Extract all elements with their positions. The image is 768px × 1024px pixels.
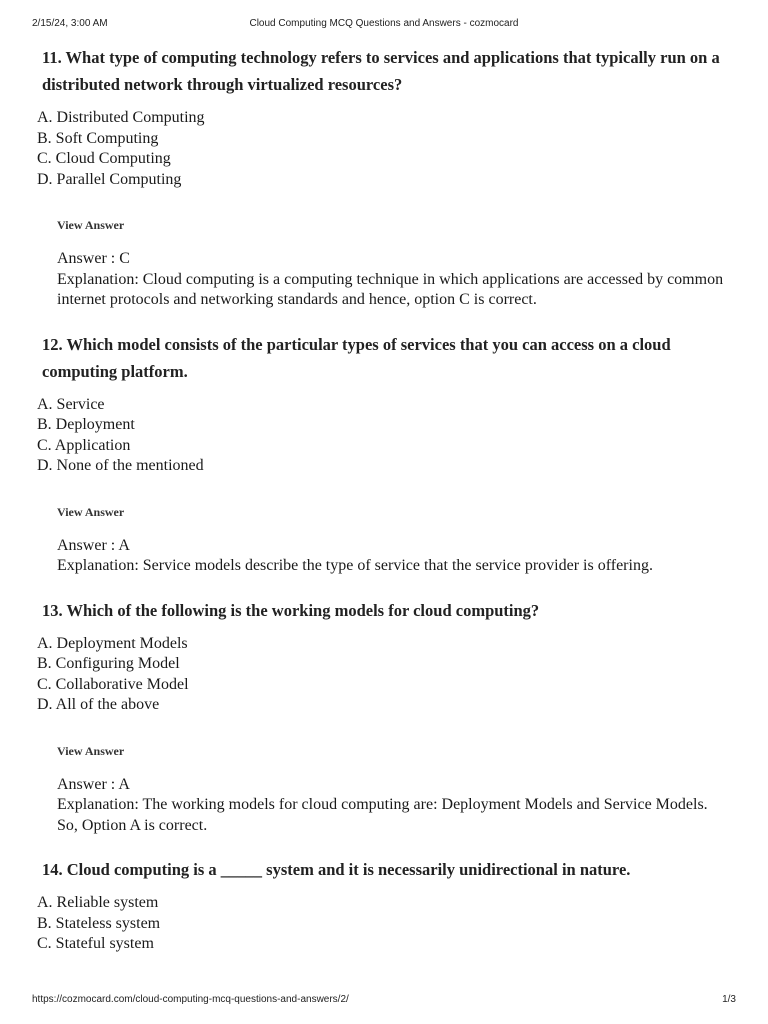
explanation-text: Explanation: The working models for cloud computing are: Deployment Models and Service Models. So, Option A is correct. (57, 796, 708, 834)
option-item[interactable]: D. None of the mentioned (37, 457, 204, 474)
option-list (37, 893, 737, 955)
answer-panel (57, 536, 727, 577)
print-header (0, 18, 768, 32)
option-item[interactable]: A. Service (37, 395, 105, 413)
option-item[interactable]: D. All of the above (37, 696, 160, 713)
view-answer-button[interactable]: View Answer (57, 218, 125, 232)
option-item[interactable]: D. Parallel Computing (37, 170, 182, 188)
question-text: 12. Which model consists of the particular types of services that you can access on a cloud computing platform. (42, 334, 671, 381)
question-block-12 (37, 331, 737, 577)
question-block-14 (37, 856, 737, 955)
print-title: Cloud Computing MCQ Questions and Answers - cozmocard (249, 18, 519, 29)
option-item[interactable]: A. Distributed Computing (37, 109, 205, 126)
option-list (37, 108, 737, 190)
option-item[interactable]: C. Cloud Computing (37, 150, 171, 167)
explanation-text: Explanation: Service models describe the type of service that the service provider is offering. (57, 557, 653, 574)
answer-text: Answer : A (57, 775, 130, 793)
view-answer-button[interactable]: View Answer (57, 504, 125, 519)
option-item[interactable]: B. Configuring Model (37, 655, 180, 672)
option-item[interactable]: C. Stateful system (37, 935, 154, 952)
question-block-11 (37, 44, 737, 311)
question-text: 13. Which of the following is the working models for cloud computing? (42, 600, 540, 620)
view-answer-button[interactable]: View Answer (57, 743, 125, 758)
print-footer (0, 994, 768, 1008)
option-item[interactable]: C. Application (37, 436, 131, 454)
option-item[interactable]: A. Reliable system (37, 894, 159, 911)
answer-panel (57, 249, 727, 311)
answer-panel (57, 775, 727, 837)
question-block-13 (37, 597, 737, 837)
print-url: https://cozmocard.com/cloud-computing-mcq-questions-and-answers/2/ (32, 994, 349, 1005)
option-item[interactable]: A. Deployment Models (37, 634, 188, 652)
answer-text: Answer : A (57, 536, 130, 554)
explanation-text: Explanation: Cloud computing is a computing technique in which applications are accessed by common internet protocols and networking standards and hence, option C is correct. (57, 270, 724, 308)
question-text: 14. Cloud computing is a _____ system and it is necessarily unidirectional in nature. (42, 860, 631, 879)
option-list (37, 395, 737, 477)
option-item[interactable]: B. Deployment (37, 416, 135, 433)
question-text: 11. What type of computing technology refers to services and applications that typically run on a distributed network through virtualized resources? (42, 48, 720, 94)
option-item[interactable]: B. Stateless system (37, 914, 161, 932)
page-content (37, 44, 737, 955)
answer-text: Answer : C (57, 250, 130, 267)
option-item[interactable]: C. Collaborative Model (37, 675, 189, 693)
option-item[interactable]: B. Soft Computing (37, 129, 159, 147)
print-page-number: 1/3 (722, 994, 736, 1005)
option-list (37, 634, 737, 716)
print-datetime: 2/15/24, 3:00 AM (32, 18, 108, 29)
